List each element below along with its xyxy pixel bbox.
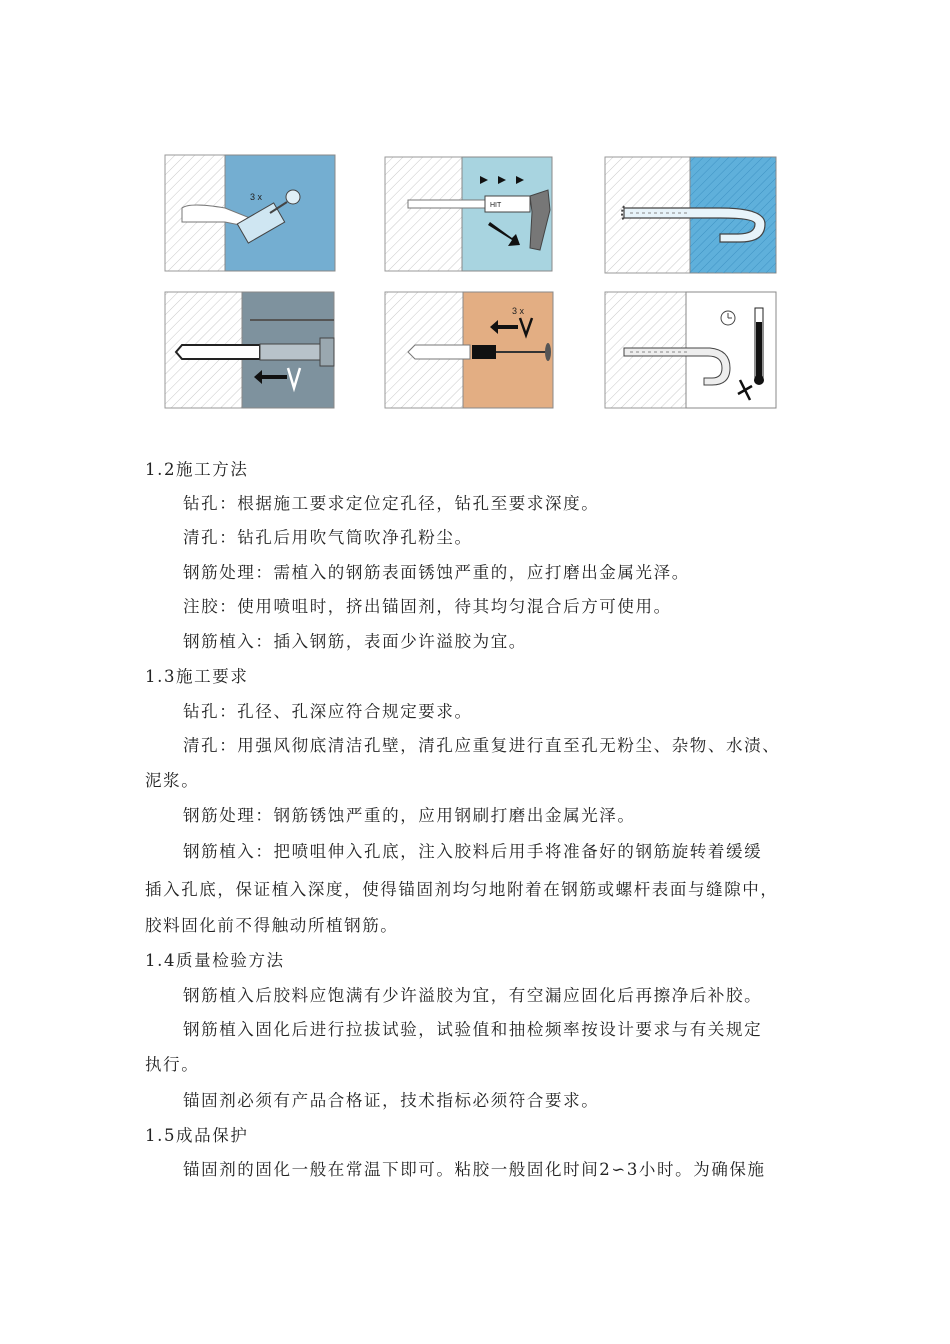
paragraph: 清孔：用强风彻底清洁孔壁，清孔应重复进行直至孔无粉尘、杂物、水渍、: [183, 736, 781, 755]
paragraph: 钻孔：孔径、孔深应符合规定要求。: [183, 702, 473, 721]
panel-rebar-installed: [605, 157, 776, 273]
section-heading: 1.3施工要求: [145, 667, 249, 686]
gun-label: HIT: [490, 202, 502, 209]
paragraph: 锚固剂的固化一般在常温下即可。粘胶一般固化时间2∽3小时。为确保施: [183, 1160, 766, 1179]
section-heading: 1.5成品保护: [145, 1126, 249, 1145]
panel-injection: [385, 157, 552, 271]
paragraph: 钢筋植入后胶料应饱满有少许溢胶为宜，有空漏应固化后再擦净后补胶。: [183, 986, 763, 1005]
installation-steps-figure: [160, 150, 785, 415]
paragraph-continuation: 泥浆。: [145, 771, 200, 790]
panel-brush-clean: [385, 292, 553, 408]
paragraph: 注胶：使用喷咀时，挤出锚固剂，待其均匀混合后方可使用。: [183, 597, 672, 616]
paragraph: 清孔：钻孔后用吹气筒吹净孔粉尘。: [183, 528, 473, 547]
paragraph: 钢筋处理：需植入的钢筋表面锈蚀严重的，应打磨出金属光泽。: [183, 563, 690, 582]
count-label-1: 3 x: [250, 192, 263, 202]
paragraph: 钻孔：根据施工要求定位定孔径，钻孔至要求深度。: [183, 494, 600, 513]
count-label-2: 3 x: [512, 306, 525, 316]
section-heading: 1.2施工方法: [145, 460, 249, 479]
paragraph-continuation: 执行。: [145, 1055, 200, 1074]
paragraph: 钢筋植入：插入钢筋，表面少许溢胶为宜。: [183, 632, 527, 651]
paragraph: 钢筋植入：把喷咀伸入孔底，注入胶料后用手将准备好的钢筋旋转着缓缓: [183, 842, 763, 861]
installation-steps-svg: [160, 150, 785, 415]
paragraph: 锚固剂必须有产品合格证，技术指标必须符合要求。: [183, 1091, 600, 1110]
paragraph-continuation: 插入孔底，保证植入深度，使得锚固剂均匀地附着在钢筋或螺杆表面与缝隙中，: [145, 880, 779, 899]
panel-blow-out: [165, 155, 335, 271]
section-heading: 1.4质量检验方法: [145, 951, 285, 970]
paragraph-continuation: 胶料固化前不得触动所植钢筋。: [145, 916, 399, 935]
panel-rebar-insert: [165, 292, 334, 408]
panel-curing: [605, 292, 776, 408]
paragraph: 钢筋处理：钢筋锈蚀严重的，应用钢刷打磨出金属光泽。: [183, 806, 636, 825]
paragraph: 钢筋植入固化后进行拉拔试验，试验值和抽检频率按设计要求与有关规定: [183, 1020, 763, 1039]
